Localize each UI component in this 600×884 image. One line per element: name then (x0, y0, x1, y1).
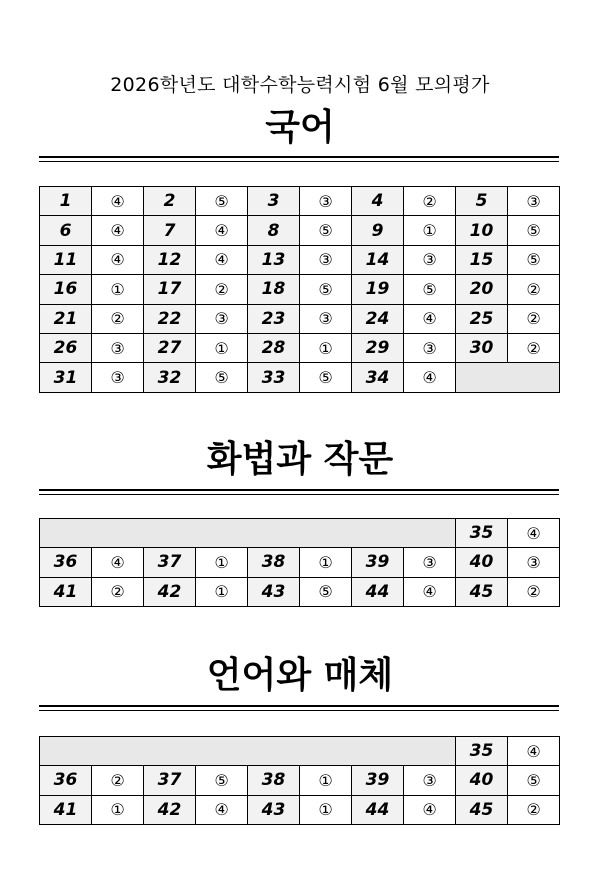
answer-choice: ③ (92, 333, 144, 362)
answer-choice: ④ (508, 737, 560, 766)
question-number: 35 (456, 737, 508, 766)
answer-choice: ① (300, 766, 352, 795)
question-number: 41 (40, 795, 92, 824)
question-number: 45 (456, 577, 508, 606)
question-number: 16 (40, 275, 92, 304)
answer-choice: ③ (300, 187, 352, 216)
answer-choice: ⑤ (196, 766, 248, 795)
question-number: 30 (456, 333, 508, 362)
answer-choice: ④ (196, 216, 248, 245)
table-row (40, 548, 560, 577)
question-number: 5 (456, 187, 508, 216)
question-number: 14 (352, 245, 404, 274)
question-number: 11 (40, 245, 92, 274)
answer-choice: ① (92, 795, 144, 824)
question-number: 38 (248, 548, 300, 577)
question-number: 37 (144, 766, 196, 795)
answer-table-speech-writing (39, 518, 560, 607)
question-number: 6 (40, 216, 92, 245)
question-number: 27 (144, 333, 196, 362)
question-number: 26 (40, 333, 92, 362)
section-title-korean: 국어 (265, 107, 335, 148)
question-number: 41 (40, 577, 92, 606)
answer-choice: ③ (508, 548, 560, 577)
section-title-speech-writing: 화법과 작문 (206, 439, 394, 480)
question-number: 28 (248, 333, 300, 362)
question-number: 9 (352, 216, 404, 245)
question-number: 21 (40, 304, 92, 333)
answer-choice: ④ (92, 245, 144, 274)
question-number: 43 (248, 577, 300, 606)
question-number: 1 (40, 187, 92, 216)
answer-choice: ④ (508, 519, 560, 548)
question-number: 32 (144, 363, 196, 392)
answer-choice: ① (196, 548, 248, 577)
question-number: 17 (144, 275, 196, 304)
question-number: 44 (352, 795, 404, 824)
table-row (40, 795, 560, 824)
answer-choice: ④ (92, 548, 144, 577)
question-number: 2 (144, 187, 196, 216)
question-number: 36 (40, 766, 92, 795)
question-number: 38 (248, 766, 300, 795)
answer-choice: ⑤ (300, 275, 352, 304)
answer-choice: ④ (92, 187, 144, 216)
answer-choice: ⑤ (196, 363, 248, 392)
answer-choice: ② (92, 304, 144, 333)
answer-choice: ③ (92, 363, 144, 392)
answer-choice: ④ (404, 577, 456, 606)
question-number: 45 (456, 795, 508, 824)
question-number: 29 (352, 333, 404, 362)
answer-choice: ② (508, 795, 560, 824)
answer-choice: ④ (404, 363, 456, 392)
question-number: 39 (352, 766, 404, 795)
answer-choice: ③ (196, 304, 248, 333)
answer-choice: ① (300, 548, 352, 577)
section-divider (39, 705, 559, 711)
answer-table-korean (39, 186, 560, 393)
answer-choice: ③ (508, 187, 560, 216)
answer-choice: ⑤ (196, 187, 248, 216)
table-row (40, 187, 560, 216)
question-number: 23 (248, 304, 300, 333)
answer-choice: ④ (92, 216, 144, 245)
table-row (40, 304, 560, 333)
answer-choice: ③ (404, 333, 456, 362)
question-number: 12 (144, 245, 196, 274)
table-row (40, 245, 560, 274)
answer-choice: ① (92, 275, 144, 304)
section-title-language-media: 언어와 매체 (206, 655, 394, 696)
table-row (40, 275, 560, 304)
answer-choice: ② (196, 275, 248, 304)
answer-choice: ① (300, 333, 352, 362)
question-number: 33 (248, 363, 300, 392)
answer-choice: ⑤ (404, 275, 456, 304)
answer-choice: ① (404, 216, 456, 245)
question-number: 8 (248, 216, 300, 245)
section-divider (39, 156, 559, 162)
table-row (40, 519, 560, 548)
answer-choice: ⑤ (300, 577, 352, 606)
answer-choice: ② (92, 577, 144, 606)
answer-choice: ③ (404, 766, 456, 795)
answer-choice: ④ (404, 795, 456, 824)
question-number: 18 (248, 275, 300, 304)
question-number: 4 (352, 187, 404, 216)
question-number: 3 (248, 187, 300, 216)
question-number: 44 (352, 577, 404, 606)
question-number: 13 (248, 245, 300, 274)
answer-choice: ② (508, 275, 560, 304)
answer-choice: ④ (196, 245, 248, 274)
question-number: 24 (352, 304, 404, 333)
answer-choice: ② (508, 333, 560, 362)
answer-choice: ② (508, 577, 560, 606)
table-row (40, 216, 560, 245)
answer-choice: ⑤ (300, 363, 352, 392)
answer-table-language-media (39, 736, 560, 825)
question-number: 15 (456, 245, 508, 274)
section-divider (39, 489, 559, 495)
question-number: 19 (352, 275, 404, 304)
answer-choice: ⑤ (300, 216, 352, 245)
table-row (40, 737, 560, 766)
question-number: 42 (144, 577, 196, 606)
blank-cell (40, 737, 456, 766)
table-row (40, 766, 560, 795)
answer-choice: ① (196, 577, 248, 606)
table-row (40, 577, 560, 606)
answer-choice: ① (196, 333, 248, 362)
table-row (40, 333, 560, 362)
answer-choice: ③ (300, 245, 352, 274)
answer-choice: ③ (404, 548, 456, 577)
question-number: 40 (456, 766, 508, 795)
answer-choice: ③ (300, 304, 352, 333)
question-number: 31 (40, 363, 92, 392)
question-number: 36 (40, 548, 92, 577)
question-number: 7 (144, 216, 196, 245)
answer-choice: ⑤ (508, 245, 560, 274)
question-number: 40 (456, 548, 508, 577)
answer-choice: ⑤ (508, 216, 560, 245)
question-number: 25 (456, 304, 508, 333)
question-number: 22 (144, 304, 196, 333)
answer-choice: ⑤ (508, 766, 560, 795)
question-number: 43 (248, 795, 300, 824)
answer-choice: ② (92, 766, 144, 795)
question-number: 34 (352, 363, 404, 392)
question-number: 10 (456, 216, 508, 245)
answer-choice: ② (508, 304, 560, 333)
question-number: 37 (144, 548, 196, 577)
answer-choice: ③ (404, 245, 456, 274)
question-number: 42 (144, 795, 196, 824)
question-number: 35 (456, 519, 508, 548)
answer-choice: ④ (404, 304, 456, 333)
table-row (40, 363, 560, 392)
answer-choice: ② (404, 187, 456, 216)
question-number: 20 (456, 275, 508, 304)
blank-cell (456, 363, 560, 392)
question-number: 39 (352, 548, 404, 577)
answer-choice: ① (300, 795, 352, 824)
answer-choice: ④ (196, 795, 248, 824)
exam-title: 2026학년도 대학수학능력시험 6월 모의평가 (110, 74, 490, 96)
blank-cell (40, 519, 456, 548)
